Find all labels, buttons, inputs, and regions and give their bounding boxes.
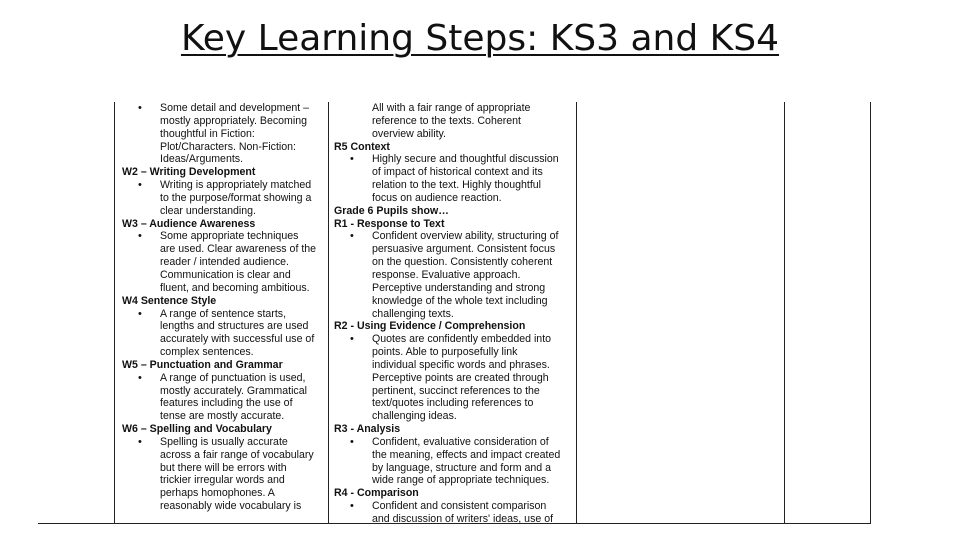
- bullet-point: • Writing is appropriately matched: [122, 179, 326, 192]
- text-line: by language, structure and form and a: [372, 461, 552, 474]
- text-line: mostly accurately. Grammatical: [160, 384, 307, 397]
- text-line: across a fair range of vocabulary: [160, 448, 314, 461]
- table-border: [328, 102, 329, 524]
- bullet-point: • Some appropriate techniques: [122, 230, 326, 243]
- text-line: reader / intended audience.: [160, 256, 289, 269]
- text-line: of impact of historical context and its: [372, 166, 543, 179]
- bullet-point: • Confident and consistent comparison: [334, 500, 574, 513]
- bullet-point: • Some detail and development –: [122, 102, 326, 115]
- text-line: trickier irregular words and: [160, 474, 285, 487]
- text-line: persuasive argument. Consistent focus: [372, 243, 556, 256]
- text-line: thoughtful in Fiction:: [160, 127, 255, 140]
- text-line: lengths and structures are used: [160, 320, 309, 333]
- table-border: [784, 102, 785, 524]
- text-line: reasonably wide vocabulary is: [160, 500, 302, 513]
- text-line: the meaning, effects and impact created: [372, 448, 561, 461]
- text-line: but there will be errors with: [160, 461, 287, 474]
- text-line: mostly appropriately. Becoming: [160, 114, 308, 127]
- page-title: Key Learning Steps: KS3 and KS4: [180, 18, 780, 59]
- section-heading: R4 - Comparison: [334, 487, 419, 500]
- text-line: Plot/Characters. Non-Fiction:: [160, 140, 297, 153]
- text-line: text/quotes including references to: [372, 397, 534, 410]
- text-line: challenging texts.: [372, 307, 454, 320]
- text-line: accurately with successful use of: [160, 333, 315, 346]
- section-heading: W6 – Spelling and Vocabulary: [122, 423, 272, 436]
- section-heading: W4 Sentence Style: [122, 294, 217, 307]
- text-line: relation to the text. Highly thoughtful: [372, 179, 542, 192]
- text-line: individual specific words and phrases.: [372, 358, 550, 371]
- bullet-point: • Spelling is usually accurate: [122, 436, 326, 449]
- text-line: features including the use of: [160, 397, 293, 410]
- text-line: response. Evaluative approach.: [372, 268, 521, 281]
- section-heading: R1 - Response to Text: [334, 217, 445, 230]
- table-border: [114, 102, 115, 524]
- writing-criteria-column: [122, 102, 326, 513]
- text-line: to the purpose/format showing a: [160, 191, 312, 204]
- text-line: wide range of appropriate techniques.: [372, 474, 550, 487]
- table-border: [870, 102, 871, 524]
- reading-criteria-column: [334, 102, 574, 526]
- text-line: clear understanding.: [160, 204, 256, 217]
- section-heading: R5 Context: [334, 140, 390, 153]
- section-heading: R3 - Analysis: [334, 423, 401, 436]
- text-line: Communication is clear and: [160, 268, 291, 281]
- text-line: Perceptive understanding and strong: [372, 281, 546, 294]
- text-line: and discussion of writers' ideas, use of: [372, 513, 554, 525]
- text-line: points. Able to purposefully link: [372, 346, 518, 359]
- bullet-point: • Confident, evaluative consideration of: [334, 436, 574, 449]
- bullet-point: • Confident overview ability, structuring of: [334, 230, 574, 243]
- text-line: pertinent, succinct references to the: [372, 384, 540, 397]
- section-heading: W3 – Audience Awareness: [122, 217, 256, 230]
- text-line: fluent, and becoming ambitious.: [160, 281, 310, 294]
- section-heading: W5 – Punctuation and Grammar: [122, 358, 283, 371]
- text-line: complex sentences.: [160, 346, 254, 359]
- text-line: Perceptive points are created through: [372, 371, 549, 384]
- table-border: [576, 102, 577, 524]
- text-line: overview ability.: [372, 127, 446, 140]
- bullet-point: • A range of punctuation is used,: [122, 372, 326, 385]
- bullet-point: • Highly secure and thoughtful discussion: [334, 153, 574, 166]
- text-line: reference to the texts. Coherent: [372, 114, 521, 127]
- text-line: challenging ideas.: [372, 410, 457, 423]
- text-line: are used. Clear awareness of the: [160, 243, 317, 256]
- section-heading: W2 – Writing Development: [122, 166, 256, 179]
- text-line: All with a fair range of appropriate: [372, 102, 531, 114]
- bullet-point: • Quotes are confidently embedded into: [334, 333, 574, 346]
- text-line: on the question. Consistently coherent: [372, 256, 553, 269]
- text-line: Ideas/Arguments.: [160, 153, 244, 166]
- text-line: knowledge of the whole text including: [372, 294, 548, 307]
- text-line: tense are mostly accurate.: [160, 410, 285, 423]
- text-line: perhaps homophones. A: [160, 487, 275, 500]
- section-heading: Grade 6 Pupils show…: [334, 204, 449, 217]
- section-heading: R2 - Using Evidence / Comprehension: [334, 320, 526, 333]
- text-line: focus on audience reaction.: [372, 191, 502, 204]
- bullet-point: • A range of sentence starts,: [122, 308, 326, 321]
